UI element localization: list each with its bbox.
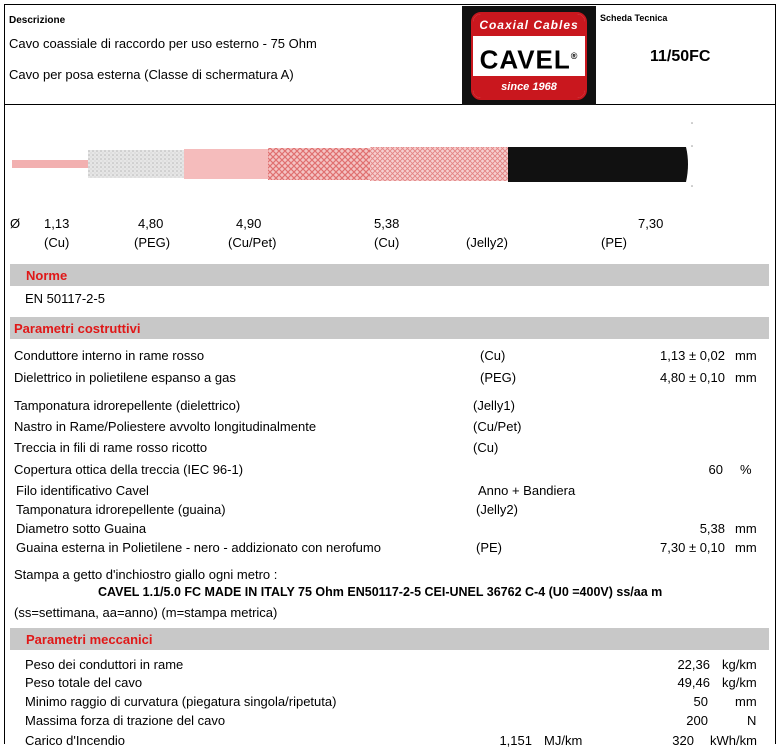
- print-intro: Stampa a getto d'inchiostro giallo ogni metro :: [14, 567, 278, 582]
- sheet-label: Scheda Tecnica: [600, 13, 668, 23]
- logo-since: since 1968: [473, 76, 585, 98]
- param-row: Filo identificativo Cavel Anno + Bandiera: [16, 483, 576, 498]
- param-row: Tamponatura idrorepellente (dielettrico) (Jelly1): [14, 398, 515, 413]
- description-line-2: Cavo per posa esterna (Classe di schermatura A): [9, 67, 294, 82]
- braid-layer: [268, 148, 370, 180]
- mech-row: Carico d'Incendio 1,151 MJ/km 320 kWh/km: [25, 733, 757, 748]
- layer-value: 1,13: [44, 216, 70, 231]
- mech-row: Minimo raggio di curvatura (piegatura singola/ripetuta) 50 mm: [25, 694, 757, 709]
- param-row: Copertura ottica della treccia (IEC 96-1) 60 %: [14, 462, 752, 477]
- cavel-logo: [462, 6, 596, 105]
- description-label: Descrizione: [9, 15, 66, 26]
- logo-brand: CAVEL®: [479, 44, 579, 75]
- layer-material: (PE): [601, 235, 627, 250]
- param-row: Guaina esterna in Polietilene - nero - addizionato con nerofumo (PE) 7,30 ± 0,10 mm: [16, 540, 757, 555]
- layer-material: (Cu/Pet): [228, 235, 277, 250]
- mech-row: Peso dei conduttori in rame 22,36 kg/km: [25, 657, 757, 672]
- layer-material: (PEG): [134, 235, 171, 250]
- product-code: 11/50FC: [650, 48, 711, 65]
- print-note: (ss=settimana, aa=anno) (m=stampa metrica): [14, 605, 278, 620]
- print-text: CAVEL 1.1/5.0 FC MADE IN ITALY 75 Ohm EN50117-2-5 CEI-UNEL 36762 C-4 (U0 =400V) ss/aa m: [98, 585, 663, 599]
- jelly-layer: [370, 147, 510, 181]
- param-row: Conduttore interno in rame rosso (Cu) 1,13 ± 0,02 mm: [14, 348, 757, 363]
- section-header-norme: Norme: [10, 264, 769, 286]
- param-row: Diametro sotto Guaina 5,38 mm: [16, 521, 757, 536]
- layer-material: (Cu): [374, 235, 400, 250]
- diameter-symbol: Ø: [10, 216, 21, 231]
- norme-value: EN 50117-2-5: [25, 291, 105, 306]
- param-row: Dielettrico in polietilene espanso a gas (PEG) 4,80 ± 0,10 mm: [14, 370, 757, 385]
- dielectric-layer: [88, 150, 186, 178]
- layer-material: (Cu): [44, 235, 70, 250]
- description-line-1: Cavo coassiale di raccordo per uso esterno - 75 Ohm: [9, 36, 317, 51]
- param-row: Nastro in Rame/Poliestere avvolto longitudinalmente (Cu/Pet): [14, 419, 522, 434]
- param-row: Treccia in fili di rame rosso ricotto (Cu): [14, 440, 499, 455]
- layer-material: (Jelly2): [466, 235, 508, 250]
- layer-value: 7,30: [638, 216, 664, 231]
- section-header-costruttivi: Parametri costruttivi: [10, 317, 769, 339]
- cable-cross-section-diagram: [0, 106, 782, 206]
- mech-row: Peso totale del cavo 49,46 kg/km: [25, 675, 757, 690]
- logo-tagline: Coaxial Cables: [473, 14, 585, 36]
- layer-value: 5,38: [374, 216, 400, 231]
- inner-conductor: [12, 160, 90, 168]
- layer-value: 4,80: [138, 216, 164, 231]
- foil-layer: [184, 149, 270, 179]
- mech-row: Massima forza di trazione del cavo 200 N: [25, 713, 757, 728]
- param-row: Tamponatura idrorepellente (guaina) (Jelly2): [16, 502, 518, 517]
- outer-jacket: [508, 147, 688, 182]
- section-header-meccanici: Parametri meccanici: [10, 628, 769, 650]
- layer-value: 4,90: [236, 216, 262, 231]
